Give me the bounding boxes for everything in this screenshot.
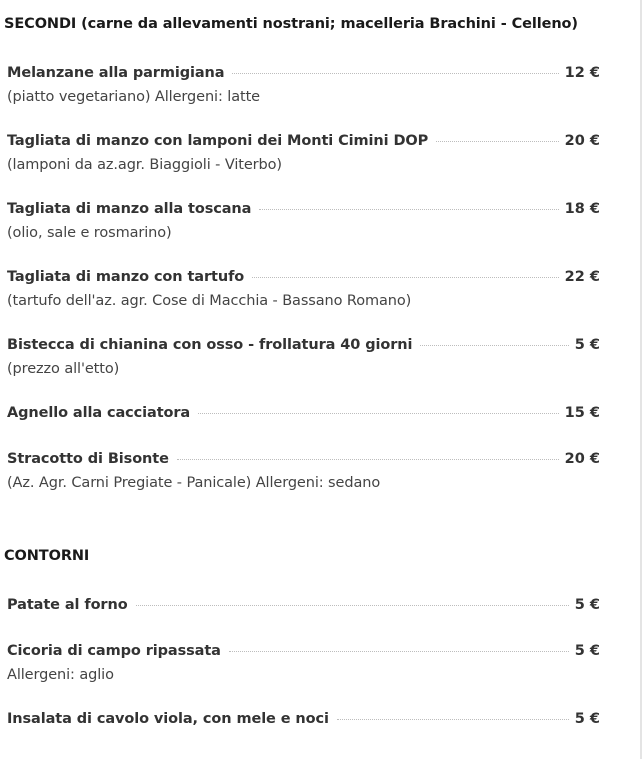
dotted-leader <box>436 141 559 142</box>
dotted-leader <box>420 345 568 346</box>
item-name: Tagliata di manzo con tartufo <box>7 269 245 285</box>
menu-item <box>7 597 600 617</box>
item-description: (Az. Agr. Carni Pregiate - Panicale) Allergeni: sedano <box>7 475 381 491</box>
item-name: Stracotto di Bisonte <box>7 451 169 467</box>
item-name: Patate al forno <box>7 597 128 613</box>
section-title-secondi: SECONDI (carne da allevamenti nostrani; macelleria Brachini - Celleno) <box>4 16 578 32</box>
dotted-leader <box>252 277 559 278</box>
item-price: 5 € <box>574 643 600 659</box>
item-description: (piatto vegetariano) Allergeni: latte <box>7 89 260 105</box>
section-title-contorni: CONTORNI <box>4 548 90 564</box>
item-price: 5 € <box>574 597 600 613</box>
dotted-leader <box>198 413 559 414</box>
item-price: 5 € <box>574 337 600 353</box>
dotted-leader <box>229 651 569 652</box>
item-name: Cicoria di campo ripassata <box>7 643 221 659</box>
menu-item <box>7 201 600 241</box>
item-description: (lamponi da az.agr. Biaggioli - Viterbo) <box>7 157 282 173</box>
item-price: 5 € <box>574 711 600 727</box>
item-name: Melanzane alla parmigiana <box>7 65 225 81</box>
item-price: 20 € <box>564 133 600 149</box>
dotted-leader <box>259 209 558 210</box>
item-price: 18 € <box>564 201 600 217</box>
item-name: Agnello alla cacciatora <box>7 405 191 421</box>
item-price: 22 € <box>564 269 600 285</box>
menu-item <box>7 337 600 377</box>
item-description: (olio, sale e rosmarino) <box>7 225 172 241</box>
item-name: Tagliata di manzo con lamponi dei Monti Cimini DOP <box>7 133 429 149</box>
item-price: 20 € <box>564 451 600 467</box>
menu-item <box>7 451 600 491</box>
item-description: (prezzo all'etto) <box>7 361 120 377</box>
dotted-leader <box>136 605 569 606</box>
item-description: (tartufo dell'az. agr. Cose di Macchia - Bassano Romano) <box>7 293 412 309</box>
menu-item <box>7 269 600 309</box>
menu-item <box>7 133 600 173</box>
dotted-leader <box>177 459 559 460</box>
item-description: Allergeni: aglio <box>7 667 114 683</box>
dotted-leader <box>337 719 569 720</box>
item-name: Insalata di cavolo viola, con mele e noci <box>7 711 329 727</box>
dotted-leader <box>232 73 558 74</box>
menu-item <box>7 65 600 105</box>
item-name: Tagliata di manzo alla toscana <box>7 201 252 217</box>
menu-item <box>7 711 600 731</box>
item-name: Bistecca di chianina con osso - frollatura 40 giorni <box>7 337 413 353</box>
item-price: 15 € <box>564 405 600 421</box>
menu-item <box>7 643 600 683</box>
item-price: 12 € <box>564 65 600 81</box>
menu-item <box>7 405 600 425</box>
